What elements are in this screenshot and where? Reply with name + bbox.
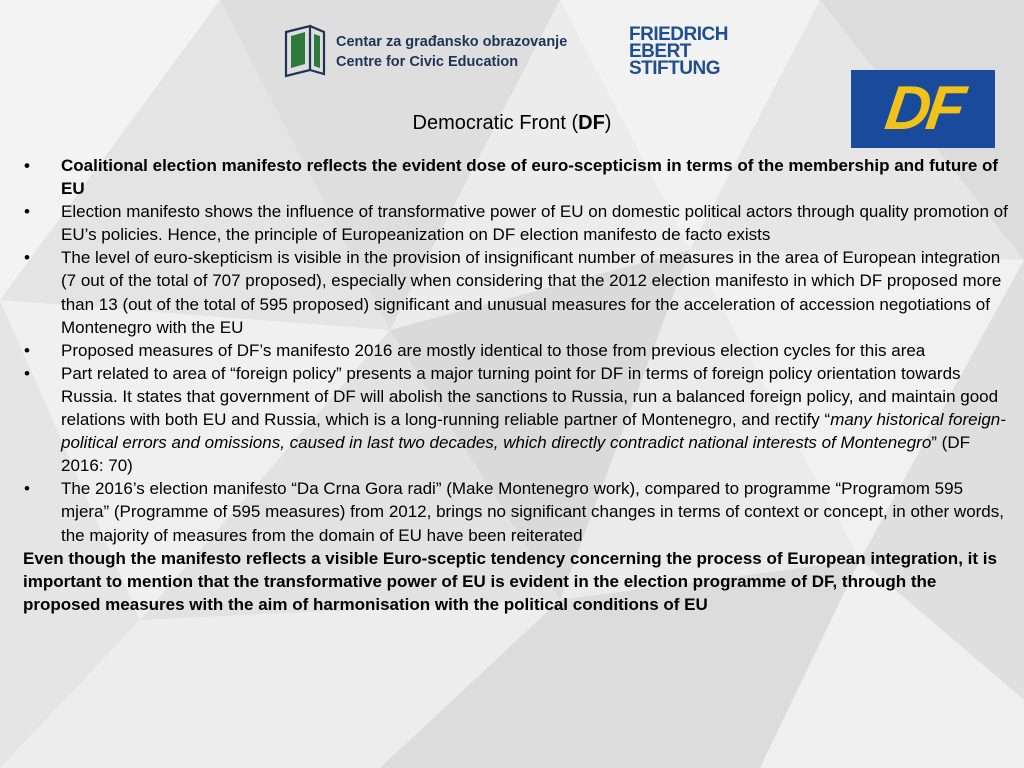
bullet-text: Part related to area of “foreign policy” presents a major turning point for DF in terms of foreign policy orientation towards Russia. It states that government of DF will abolish the sanctions to Russia, run a balanced foreign policy, and maintain good relations with both EU and Russia, which is a long-running reliable partner of Montenegro, and rectify “ [61,363,999,430]
bullet-item: • Coalitional election manifesto reflects the evident dose of euro-scepticism in terms of the membership and future of EU [0,154,1024,200]
fes-line2: EBERT [629,41,691,62]
cce-line1: Centar za građansko obrazovanje [336,34,568,50]
bullet-item: • Election manifesto shows the influence of transformative power of EU on domestic political actors through quality promotion of EU’s policies. Hence, the principle of Europeanization on DF election manifesto de facto exists [0,200,1024,246]
page-title [0,111,1024,135]
bullet-list [0,154,1024,547]
title-main: Democratic Front ( [412,112,579,134]
fes-logo [629,26,728,77]
book-icon [280,24,328,80]
title-close: ) [604,112,612,134]
title-abbr: DF [578,112,605,134]
cce-line2: Centre for Civic Education [336,54,519,70]
conclusion-paragraph: Even though the manifesto reflects a visible Euro-sceptic tendency concerning the process of European integration, it is important to mention that the transformative power of EU is evident in the election programme of DF, through the proposed measures with the aim of harmonisation with the political conditions of EU [23,548,997,614]
bullet-quote: many historical foreign-political errors and omissions, caused in last two decades, which directly contradict national interests of Montenegro [61,410,1006,453]
cce-logo [280,24,567,80]
fes-line3: STIFTUNG [629,58,720,79]
slide-content [0,154,1024,616]
df-logo-text: DF [880,74,966,143]
fes-line1: FRIEDRICH [629,24,728,45]
bullet-item: • Proposed measures of DF’s manifesto 2016 are mostly identical to those from previous election cycles for this area [0,339,1024,362]
bullet-item: • The 2016’s election manifesto “Da Crna Gora radi” (Make Montenegro work), compared to programme “Programom 595 mjera” (Programme of 595 measures) from 2012, brings no significant changes in terms of context or concept, in other words, the majority of measures from the domain of EU have been reiterated [0,477,1024,546]
bullet-item: • The level of euro-skepticism is visible in the provision of insignificant number of measures in the area of European integration (7 out of the total of 707 proposed), especially when considering that the 2012 election manifesto in which DF proposed more than 13 (out of the total of 595 proposed) significant and unusual measures for the acceleration of accession negotiations of Montenegro with the EU [0,246,1024,338]
df-party-logo [851,70,995,148]
bullet-item [0,362,1024,477]
bullet-citation: ” (DF 2016: 70) [61,433,970,476]
